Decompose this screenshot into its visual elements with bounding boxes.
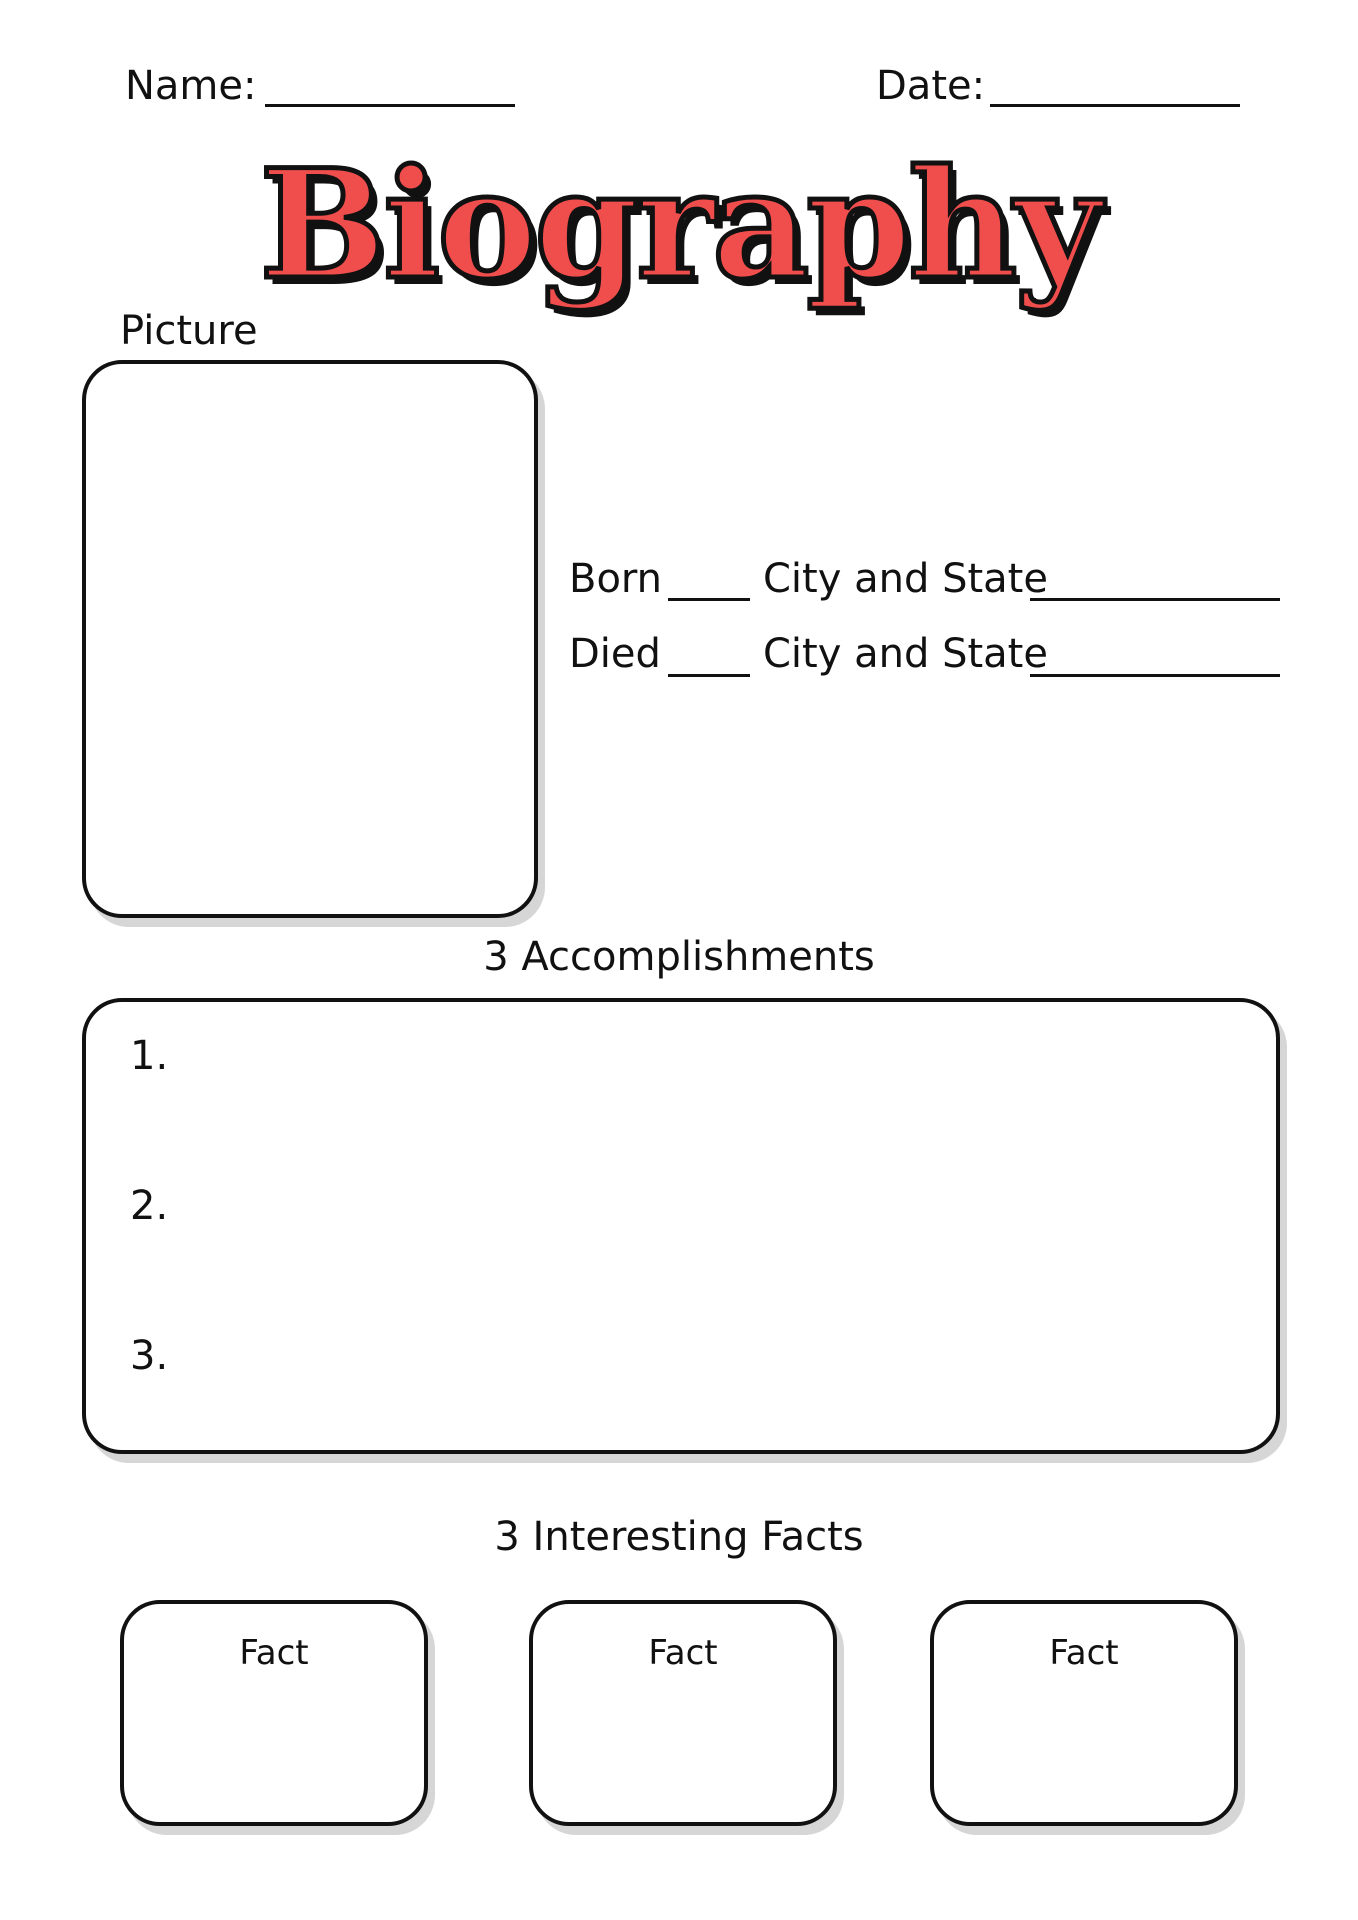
fact-box-3[interactable]: [930, 1600, 1238, 1826]
died-city-state-line[interactable]: [1030, 674, 1280, 677]
born-city-state-line[interactable]: [1030, 598, 1280, 601]
accomplishments-heading: 3 Accomplishments: [483, 934, 875, 980]
born-label: Born: [569, 556, 663, 602]
died-city-state-label: City and State: [763, 631, 1048, 677]
died-year-line[interactable]: [668, 674, 750, 677]
picture-label: Picture: [120, 308, 258, 354]
name-line[interactable]: [265, 104, 515, 107]
date-label: Date:: [876, 63, 986, 109]
facts-heading: 3 Interesting Facts: [494, 1514, 864, 1560]
accomplishment-number-2: 2.: [130, 1183, 169, 1229]
born-year-line[interactable]: [668, 598, 750, 601]
accomplishments-box[interactable]: [82, 998, 1280, 1454]
picture-box[interactable]: [82, 360, 538, 918]
page-title: Biography: [259, 137, 1099, 313]
fact-label-2: Fact: [648, 1633, 718, 1673]
fact-label-1: Fact: [239, 1633, 309, 1673]
died-label: Died: [569, 631, 661, 677]
fact-label-3: Fact: [1049, 1633, 1119, 1673]
date-line[interactable]: [990, 104, 1240, 107]
fact-box-2[interactable]: [529, 1600, 837, 1826]
name-label: Name:: [125, 63, 257, 109]
accomplishment-number-3: 3.: [130, 1333, 169, 1379]
fact-box-1[interactable]: [120, 1600, 428, 1826]
accomplishment-number-1: 1.: [130, 1033, 169, 1079]
born-city-state-label: City and State: [763, 556, 1048, 602]
